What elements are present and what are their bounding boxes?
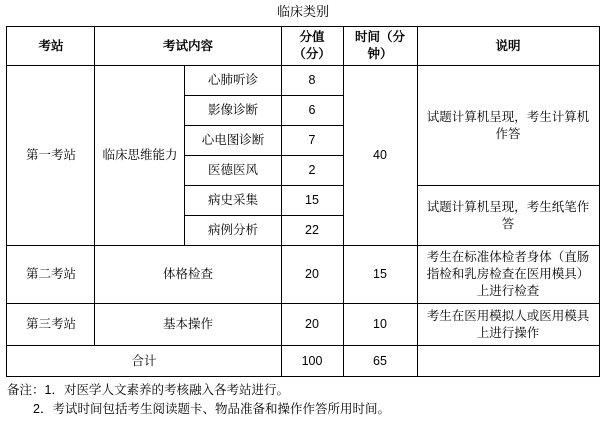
total-label: 合计 [7,346,281,377]
station-1-item-4: 医德医风 [185,156,281,186]
header-note: 说明 [417,27,599,66]
header-station: 考站 [7,27,95,66]
station-1-time: 40 [343,66,417,246]
total-note [417,346,599,377]
header-content: 考试内容 [95,27,281,66]
station-2-time: 15 [343,246,417,304]
station-1-group-label: 临床思维能力 [95,66,185,246]
station-1-name: 第一考站 [7,66,95,246]
station-1-note-bottom: 试题计算机呈现，考生纸笔作答 [417,186,599,246]
total-time: 65 [343,346,417,377]
station-3-content: 基本操作 [95,304,281,346]
station-1-item-2: 影像诊断 [185,96,281,126]
station-1-score-2: 6 [281,96,343,126]
header-time: 时间（分钟） [343,27,417,66]
page-title: 临床类别 [276,4,329,19]
station-1-score-3: 7 [281,126,343,156]
station-3-score: 20 [281,304,343,346]
header-score: 分值（分） [281,27,343,66]
station-1-item-6: 病例分析 [185,216,281,246]
station-2-note: 考生在标准体检者身体（直肠指检和乳房检查在医用模具）上进行检查 [417,246,599,304]
table-row [7,304,599,346]
total-score: 100 [281,346,343,377]
station-1-item-1: 心肺听诊 [185,66,281,96]
station-1-item-3: 心电图诊断 [185,126,281,156]
remark-block [7,377,599,419]
table-row [7,66,599,96]
station-1-item-5: 病史采集 [185,186,281,216]
station-1-score-4: 2 [281,156,343,186]
station-2-score: 20 [281,246,343,304]
table-row [7,246,599,304]
station-2-content: 体格检查 [95,246,281,304]
station-1-score-6: 22 [281,216,343,246]
station-3-name: 第三考站 [7,304,95,346]
station-3-note: 考生在医用模拟人或医用模具上进行操作 [417,304,599,346]
station-1-score-5: 15 [281,186,343,216]
remark-line-1: 备注：1．对医学人文素养的考核融入各考站进行。 [7,383,289,397]
table-total-row [7,346,599,377]
station-2-name: 第二考站 [7,246,95,304]
remark-line-2: 2．考试时间包括考生阅读题卡、物品准备和操作作答所用时间。 [33,402,390,416]
station-1-note-top: 试题计算机呈现，考生计算机作答 [417,66,599,186]
station-1-score-1: 8 [281,66,343,96]
table-header-row [7,27,599,66]
exam-structure-table [6,26,599,377]
station-3-time: 10 [343,304,417,346]
